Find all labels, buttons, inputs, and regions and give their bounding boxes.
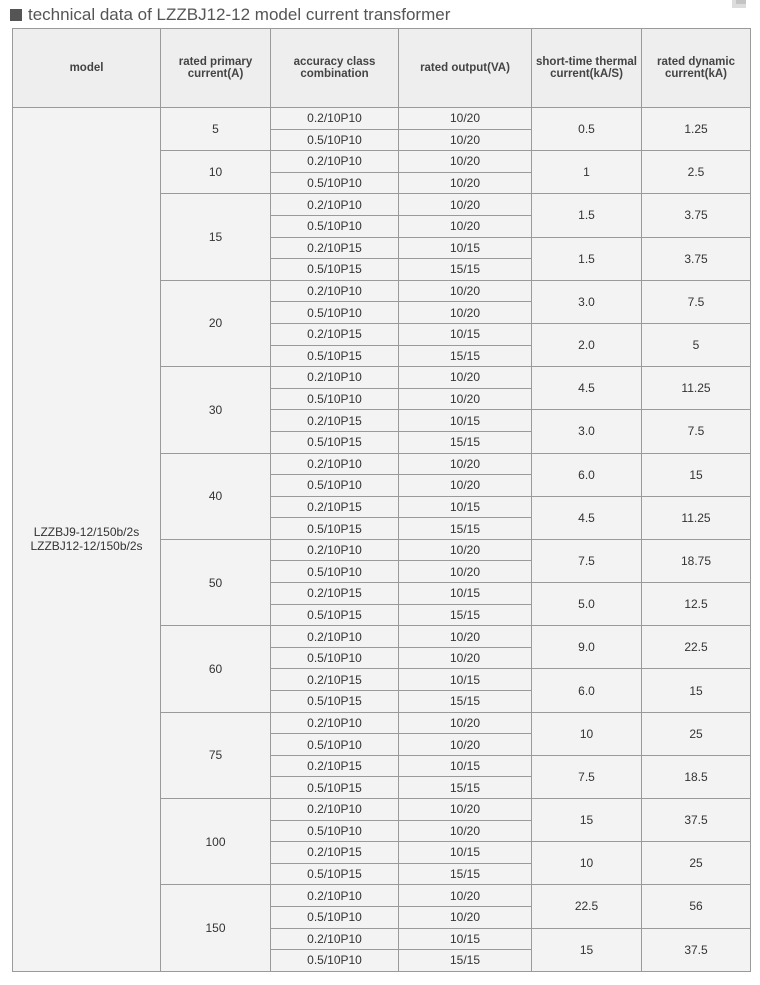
table-row — [13, 108, 751, 130]
accuracy-class-cell: 0.5/10P10 — [271, 820, 399, 842]
rated-output-cell: 10/20 — [399, 885, 532, 907]
accuracy-class-cell: 0.5/10P10 — [271, 734, 399, 756]
rated-output-cell: 10/20 — [399, 453, 532, 475]
accuracy-class-cell: 0.5/10P15 — [271, 518, 399, 540]
rated-output-cell: 10/20 — [399, 734, 532, 756]
rated-output-cell: 15/15 — [399, 518, 532, 540]
accuracy-class-cell: 0.2/10P10 — [271, 928, 399, 950]
thermal-current-cell: 5.0 — [532, 583, 642, 626]
accuracy-class-cell: 0.5/10P15 — [271, 777, 399, 799]
rated-primary-current-cell: 150 — [161, 885, 271, 971]
dynamic-current-cell: 37.5 — [642, 928, 751, 971]
accuracy-class-cell: 0.5/10P10 — [271, 129, 399, 151]
header-rated-output: rated output(VA) — [399, 29, 532, 108]
accuracy-class-cell: 0.5/10P10 — [271, 302, 399, 324]
dynamic-current-cell: 7.5 — [642, 410, 751, 453]
rated-output-cell: 10/20 — [399, 820, 532, 842]
dynamic-current-cell: 12.5 — [642, 583, 751, 626]
dynamic-current-cell: 5 — [642, 323, 751, 366]
dynamic-current-cell: 22.5 — [642, 626, 751, 669]
rated-primary-current-cell: 40 — [161, 453, 271, 539]
accuracy-class-cell: 0.5/10P10 — [271, 950, 399, 972]
accuracy-class-cell: 0.2/10P10 — [271, 885, 399, 907]
accuracy-class-cell: 0.2/10P10 — [271, 453, 399, 475]
dynamic-current-cell: 18.75 — [642, 539, 751, 582]
rated-output-cell: 10/20 — [399, 302, 532, 324]
rated-output-cell: 10/20 — [399, 906, 532, 928]
thermal-current-cell: 2.0 — [532, 323, 642, 366]
accuracy-class-cell: 0.2/10P15 — [271, 496, 399, 518]
rated-output-cell: 15/15 — [399, 950, 532, 972]
accuracy-class-cell: 0.5/10P10 — [271, 647, 399, 669]
rated-primary-current-cell: 100 — [161, 799, 271, 885]
rated-output-cell: 15/15 — [399, 863, 532, 885]
thermal-current-cell: 7.5 — [532, 539, 642, 582]
rated-output-cell: 10/20 — [399, 561, 532, 583]
rated-output-cell: 10/20 — [399, 194, 532, 216]
model-name: LZZBJ12-12/150b/2s — [30, 539, 143, 554]
thermal-current-cell: 0.5 — [532, 108, 642, 151]
accuracy-class-cell: 0.5/10P15 — [271, 345, 399, 367]
thermal-current-cell: 15 — [532, 928, 642, 971]
dynamic-current-cell: 37.5 — [642, 799, 751, 842]
dynamic-current-cell: 11.25 — [642, 367, 751, 410]
rated-primary-current-cell: 30 — [161, 367, 271, 453]
rated-output-cell: 15/15 — [399, 604, 532, 626]
rated-primary-current-cell: 5 — [161, 108, 271, 151]
dynamic-current-cell: 3.75 — [642, 237, 751, 280]
accuracy-class-cell: 0.5/10P10 — [271, 561, 399, 583]
dynamic-current-cell: 25 — [642, 842, 751, 885]
dynamic-current-cell: 18.5 — [642, 755, 751, 798]
rated-output-cell: 10/15 — [399, 496, 532, 518]
rated-output-cell: 10/20 — [399, 388, 532, 410]
header-rated-primary-current: rated primary current(A) — [161, 29, 271, 108]
rated-output-cell: 15/15 — [399, 345, 532, 367]
rated-output-cell: 10/20 — [399, 712, 532, 734]
page-heading — [10, 4, 450, 26]
rated-output-cell: 10/15 — [399, 669, 532, 691]
rated-output-cell: 10/15 — [399, 237, 532, 259]
accuracy-class-cell: 0.2/10P15 — [271, 410, 399, 432]
accuracy-class-cell: 0.2/10P10 — [271, 108, 399, 130]
accuracy-class-cell: 0.5/10P10 — [271, 388, 399, 410]
dynamic-current-cell: 25 — [642, 712, 751, 755]
rated-output-cell: 10/20 — [399, 151, 532, 173]
accuracy-class-cell: 0.2/10P10 — [271, 367, 399, 389]
rated-primary-current-cell: 10 — [161, 151, 271, 194]
accuracy-class-cell: 0.2/10P10 — [271, 151, 399, 173]
header-thermal-current: short-time thermal current(kA/S) — [532, 29, 642, 108]
accuracy-class-cell: 0.2/10P10 — [271, 194, 399, 216]
thermal-current-cell: 15 — [532, 799, 642, 842]
rated-output-cell: 15/15 — [399, 777, 532, 799]
thermal-current-cell: 1.5 — [532, 194, 642, 237]
rated-output-cell: 10/20 — [399, 367, 532, 389]
rated-output-cell: 10/20 — [399, 129, 532, 151]
accuracy-class-cell: 0.2/10P15 — [271, 669, 399, 691]
accuracy-class-cell: 0.5/10P15 — [271, 259, 399, 281]
rated-output-cell: 10/20 — [399, 475, 532, 497]
rated-output-cell: 10/15 — [399, 928, 532, 950]
rated-output-cell: 10/20 — [399, 108, 532, 130]
model-name: LZZBJ9-12/150b/2s — [33, 525, 140, 540]
accuracy-class-cell: 0.5/10P15 — [271, 691, 399, 713]
accuracy-class-cell: 0.5/10P10 — [271, 215, 399, 237]
accuracy-class-cell: 0.5/10P10 — [271, 475, 399, 497]
accuracy-class-cell: 0.2/10P15 — [271, 755, 399, 777]
dynamic-current-cell: 15 — [642, 669, 751, 712]
dynamic-current-cell: 15 — [642, 453, 751, 496]
header-model: model — [13, 29, 161, 108]
rated-output-cell: 15/15 — [399, 691, 532, 713]
rated-primary-current-cell: 75 — [161, 712, 271, 798]
accuracy-class-cell: 0.2/10P10 — [271, 712, 399, 734]
rated-output-cell: 15/15 — [399, 431, 532, 453]
rated-output-cell: 10/20 — [399, 539, 532, 561]
rated-output-cell: 10/20 — [399, 280, 532, 302]
rated-output-cell: 10/15 — [399, 410, 532, 432]
accuracy-class-cell: 0.5/10P15 — [271, 431, 399, 453]
thermal-current-cell: 1.5 — [532, 237, 642, 280]
dynamic-current-cell: 56 — [642, 885, 751, 928]
accuracy-class-cell: 0.5/10P15 — [271, 604, 399, 626]
dynamic-current-cell: 1.25 — [642, 108, 751, 151]
thermal-current-cell: 6.0 — [532, 453, 642, 496]
thermal-current-cell: 22.5 — [532, 885, 642, 928]
page-title: technical data of LZZBJ12-12 model current transformer — [28, 5, 451, 24]
accuracy-class-cell: 0.2/10P15 — [271, 237, 399, 259]
dynamic-current-cell: 7.5 — [642, 280, 751, 323]
thermal-current-cell: 3.0 — [532, 280, 642, 323]
rated-output-cell: 10/20 — [399, 626, 532, 648]
thermal-current-cell: 10 — [532, 842, 642, 885]
accuracy-class-cell: 0.5/10P10 — [271, 172, 399, 194]
rated-output-cell: 15/15 — [399, 259, 532, 281]
thermal-current-cell: 1 — [532, 151, 642, 194]
expand-corner-icon[interactable] — [730, 0, 748, 10]
spec-table — [12, 28, 751, 972]
rated-output-cell: 10/15 — [399, 583, 532, 605]
header-dynamic-current: rated dynamic current(kA) — [642, 29, 751, 108]
accuracy-class-cell: 0.2/10P15 — [271, 842, 399, 864]
rated-primary-current-cell: 15 — [161, 194, 271, 280]
thermal-current-cell: 10 — [532, 712, 642, 755]
accuracy-class-cell: 0.2/10P15 — [271, 323, 399, 345]
rated-output-cell: 10/20 — [399, 799, 532, 821]
rated-primary-current-cell: 60 — [161, 626, 271, 712]
thermal-current-cell: 3.0 — [532, 410, 642, 453]
rated-output-cell: 10/15 — [399, 323, 532, 345]
thermal-current-cell: 4.5 — [532, 496, 642, 539]
header-row — [13, 29, 751, 108]
accuracy-class-cell: 0.5/10P10 — [271, 906, 399, 928]
accuracy-class-cell: 0.2/10P10 — [271, 280, 399, 302]
thermal-current-cell: 7.5 — [532, 755, 642, 798]
dynamic-current-cell: 3.75 — [642, 194, 751, 237]
rated-output-cell: 10/15 — [399, 842, 532, 864]
thermal-current-cell: 9.0 — [532, 626, 642, 669]
heading-square-icon — [10, 9, 22, 21]
accuracy-class-cell: 0.2/10P15 — [271, 583, 399, 605]
header-accuracy-class: accuracy class combination — [271, 29, 399, 108]
accuracy-class-cell: 0.2/10P10 — [271, 539, 399, 561]
accuracy-class-cell: 0.2/10P10 — [271, 626, 399, 648]
rated-primary-current-cell: 50 — [161, 539, 271, 625]
rated-output-cell: 10/20 — [399, 215, 532, 237]
dynamic-current-cell: 11.25 — [642, 496, 751, 539]
thermal-current-cell: 4.5 — [532, 367, 642, 410]
accuracy-class-cell: 0.2/10P10 — [271, 799, 399, 821]
thermal-current-cell: 6.0 — [532, 669, 642, 712]
dynamic-current-cell: 2.5 — [642, 151, 751, 194]
rated-output-cell: 10/15 — [399, 755, 532, 777]
rated-primary-current-cell: 20 — [161, 280, 271, 366]
model-cell — [13, 108, 161, 972]
rated-output-cell: 10/20 — [399, 647, 532, 669]
accuracy-class-cell: 0.5/10P15 — [271, 863, 399, 885]
rated-output-cell: 10/20 — [399, 172, 532, 194]
